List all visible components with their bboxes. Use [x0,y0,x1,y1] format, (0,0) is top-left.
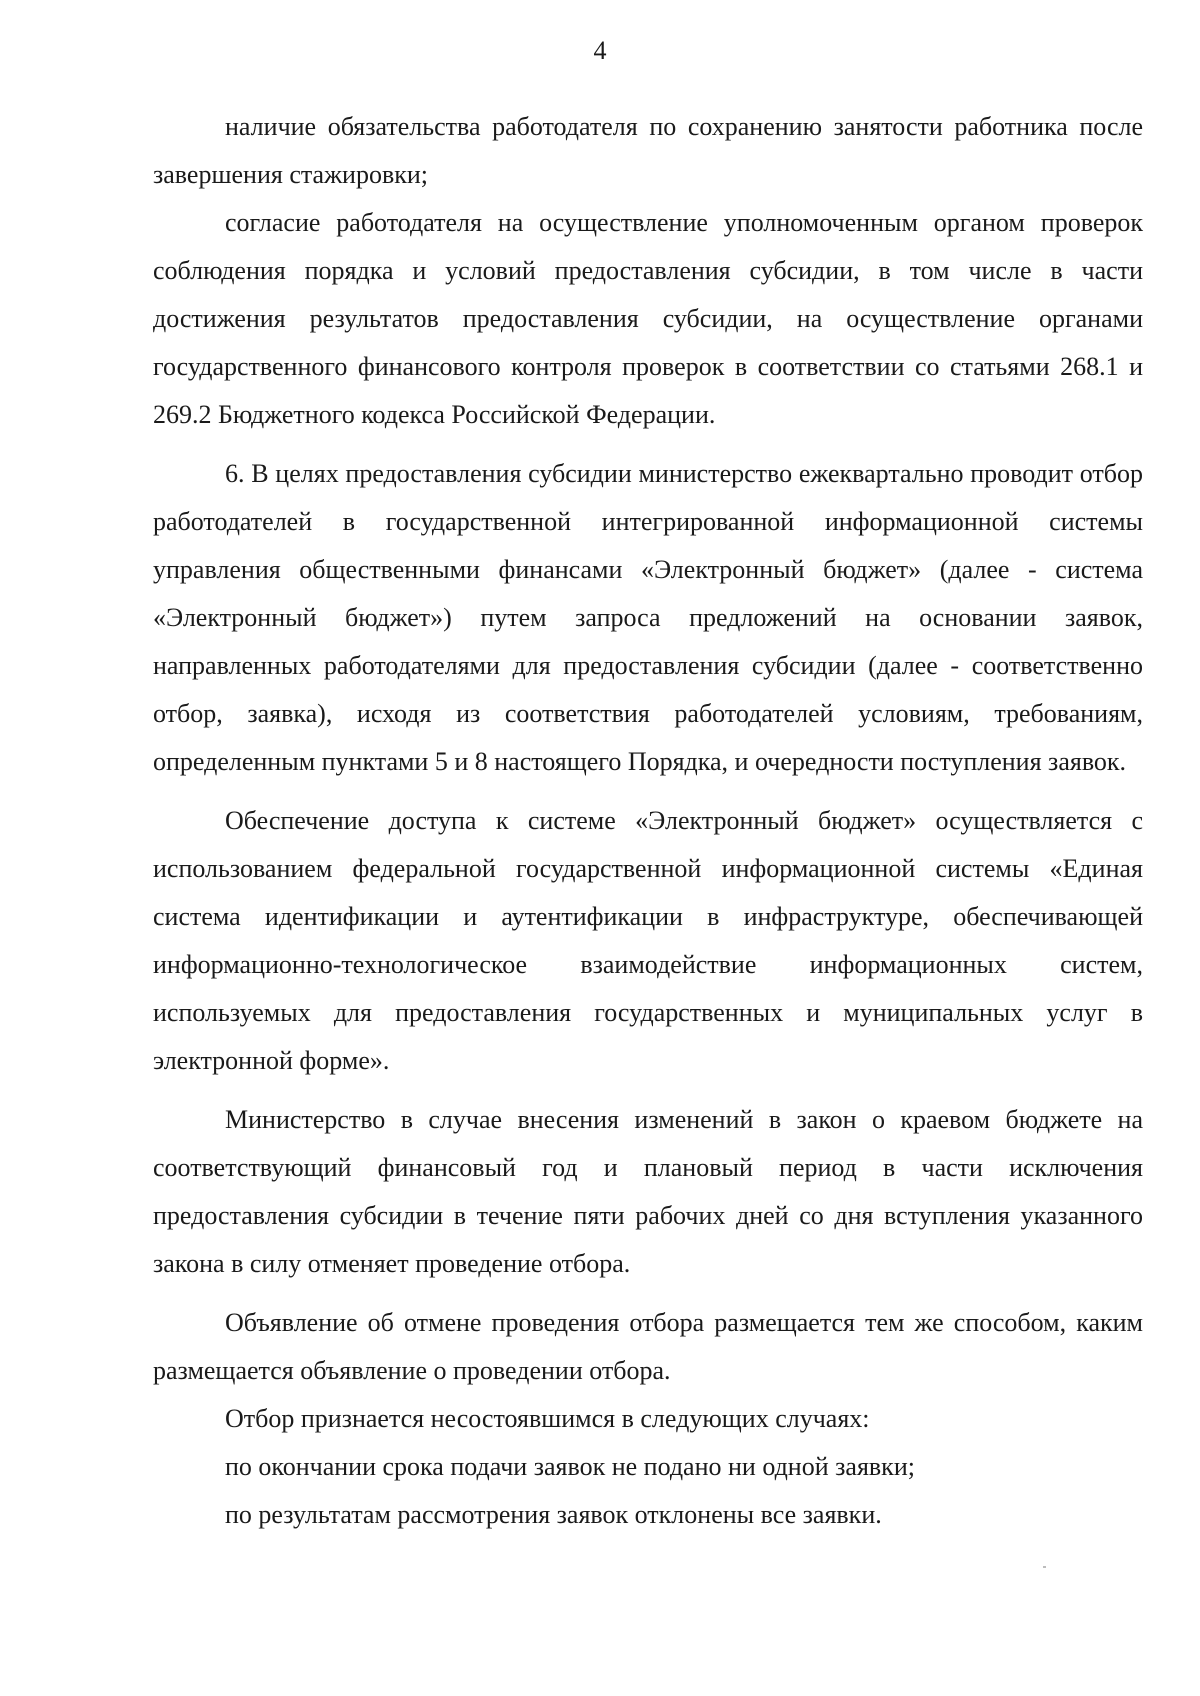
paragraph-cancellation-notice: Объявление об отмене проведения отбора размещается тем же способом, каким размещается объявление о проведении отбора. [153,1308,1143,1385]
paragraph-employment-obligation: наличие обязательства работодателя по сохранению занятости работника после завершения стажировки; [153,112,1143,189]
page-number: 4 [593,36,607,65]
document-body [153,103,1143,1539]
paragraph-no-applications: по окончании срока подачи заявок не подано ни одной заявки; [225,1452,915,1481]
paragraph-budget-changes: Министерство в случае внесения изменений в закон о краевом бюджете на соответствующий финансовый год и плановый период в части исключения предоставления субсидии в течение пяти рабочих дней со дня вступления указанного закона в силу отменяет проведение отбора. [153,1105,1143,1278]
paragraph-item-6: 6. В целях предоставления субсидии министерство ежеквартально проводит отбор работодателей в государственной интегрированной информационной системы управления общественными финансами «Электронный бюджет» (далее - система «Электронный бюджет») путем запроса предложений на основании заявок, направленных работодателями для предоставления субсидии (далее - соответственно отбор, заявка), исходя из соответствия работодателей условиям, требованиям, определенным пунктами 5 и 8 настоящего Порядка, и очередности поступления заявок. [153,459,1143,776]
paragraph-inspection-consent: согласие работодателя на осуществление уполномоченным органом проверок соблюдения порядка и условий предоставления субсидии, в том числе в части достижения результатов предоставления субсидии, на осуществление органами государственного финансового контроля проверок в соответствии со статьями 268.1 и 269.2 Бюджетного кодекса Российской Федерации. [153,208,1143,429]
paragraph-system-access: Обеспечение доступа к системе «Электронный бюджет» осуществляется с использованием федеральной государственной информационной системы «Единая система идентификации и аутентификации в инфраструктуре, обеспечивающей информационно-технологическое взаимодействие информационных систем, используемых для предоставления государственных и муниципальных услуг в электронной форме». [153,806,1143,1075]
scan-speck [1043,1566,1046,1568]
paragraph-all-rejected: по результатам рассмотрения заявок отклонены все заявки. [225,1500,882,1529]
paragraph-failed-selection: Отбор признается несостоявшимся в следующих случаях: [225,1404,870,1433]
